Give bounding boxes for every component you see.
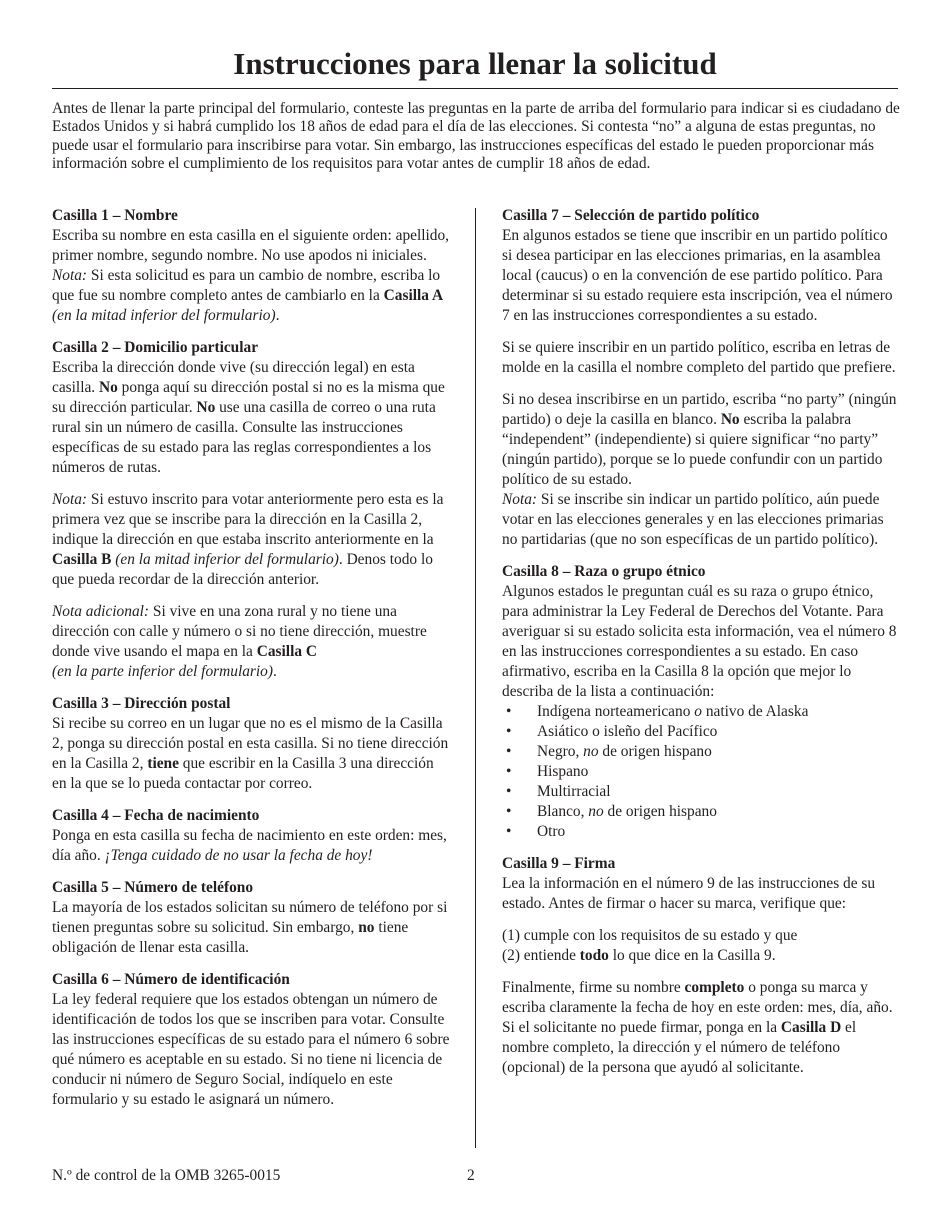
box7-p3-text-2: escriba la palabra “independent” (independiente) si quiere significar “no party” (ningún partido), porque se lo puede confundir con un partido político de su estado.: [502, 411, 883, 488]
race-item-end: de origen hispano: [598, 743, 712, 760]
box4-section: [52, 806, 452, 866]
box9-heading: Casilla 9 – Firma: [502, 855, 616, 872]
box2-text-2: ponga aquí su dirección postal si no es la misma que su dirección particular.: [52, 379, 445, 416]
page-number: 2: [467, 1167, 475, 1184]
box4-heading: Casilla 4 – Fecha de nacimiento: [52, 807, 260, 824]
box4-italic: ¡Tenga cuidado de no usar la fecha de hoy!: [104, 847, 373, 864]
box3-section: [52, 694, 452, 794]
box9-paragraph-3: [502, 978, 898, 1078]
box9-p3-text-1: Finalmente, firme su nombre: [502, 979, 685, 996]
box1-heading: Casilla 1 – Nombre: [52, 207, 178, 224]
box9-condition-1: (1) cumple con los requisitos de su estado y que: [502, 927, 798, 944]
box9-p3-bold-2: Casilla D: [780, 1019, 842, 1036]
box1-text: Escriba su nombre en esta casilla en el siguiente orden: apellido, primer nombre, segundo nombre. No use apodos ni iniciales.: [52, 227, 450, 264]
box5-section: [52, 878, 452, 958]
box2-text-3: use una casilla de correo o una ruta rural sin un número de casilla. Consulte las instrucciones específicas de su estado para las reglas correspondientes a los números de rutas.: [52, 399, 436, 476]
box8-heading: Casilla 8 – Raza o grupo étnico: [502, 563, 706, 580]
race-item-end: nativo de Alaska: [701, 703, 809, 720]
box9-p3-bold-1: completo: [684, 979, 745, 996]
box5-end: tiene obligación de llenar esta casilla.: [52, 919, 409, 956]
race-item-text: Hispano: [537, 763, 589, 780]
list-item: [502, 742, 898, 762]
box5-heading: Casilla 5 – Número de teléfono: [52, 879, 254, 896]
list-item: [502, 802, 898, 822]
race-item-italic: no: [588, 803, 604, 820]
title-rule: [52, 88, 898, 89]
intro-paragraph: Antes de llenar la parte principal del formulario, conteste las preguntas en la parte de arriba del formulario para indicar si es ciudadano de Estados Unidos y si habrá cumplido los 18 años de edad para el día de las elecciones. Si contesta “no” a alguna de estas preguntas, no puede usar el formulario para inscribirse para votar. Sin embargo, las instrucciones específicas del estado le pueden proporcionar más información sobre el cumplimiento de los requisitos para votar antes de cumplir 18 años de edad.: [52, 100, 900, 172]
box2-addl-text: Si vive en una zona rural y no tiene una dirección con calle y número o si no tiene dirección, muestre donde vive usando el mapa en la: [52, 603, 427, 660]
box2-text-1: Escriba la dirección donde vive (su dirección legal) en esta casilla.: [52, 359, 415, 396]
race-item-text: Blanco,: [537, 803, 589, 820]
box7-p3-bold: No: [720, 411, 740, 428]
box2-addl-bold: Casilla C: [256, 643, 318, 660]
box9-p3-text-3: el nombre completo, la dirección y el número de teléfono (opcional) de la persona que ayudó al solicitante.: [502, 1019, 857, 1076]
box2-addl-italic: (en la parte inferior del formulario): [52, 663, 274, 680]
box2-heading: Casilla 2 – Domicilio particular: [52, 339, 259, 356]
box7-section: [502, 206, 898, 326]
race-item-italic: o: [694, 703, 702, 720]
page-title: Instrucciones para llenar la solicitud: [233, 46, 717, 81]
race-item-italic: no: [583, 743, 599, 760]
list-item: [502, 822, 898, 842]
box2-additional-note: [52, 602, 452, 682]
box7-paragraph-1: En algunos estados se tiene que inscribir en un partido político si desea participar en las elecciones primarias, en la asamblea local (caucus) o en la convención de ese partido político. Para determinar si su estado requiere esta inscripción, vea el número 7 en las instrucciones correspondientes a su estado.: [502, 227, 893, 324]
box4-text: Ponga en esta casilla su fecha de nacimiento en este orden: mes, día año.: [52, 827, 447, 864]
box3-bold: tiene: [147, 755, 179, 772]
box2-addl-label: Nota adicional:: [52, 603, 150, 620]
box9-paragraph-1: Lea la información en el número 9 de las instrucciones de su estado. Antes de firmar o hacer su marca, verifique que:: [502, 875, 876, 912]
box9-condition-2-bold: todo: [579, 947, 609, 964]
box7-p3-text-1: Si no desea inscribirse en un partido, escriba “no party” (ningún partido) o deje la casilla en blanco.: [502, 391, 897, 428]
box1-section: [52, 206, 452, 326]
race-item-end: de origen hispano: [603, 803, 717, 820]
box1-note-end: .: [275, 307, 280, 324]
list-item: [502, 782, 898, 802]
box2-addl-end: .: [273, 663, 277, 680]
race-list: [502, 702, 898, 842]
box7-paragraph-2: Si se quiere inscribir en un partido político, escriba en letras de molde en la casilla el nombre completo del partido que prefiere.: [502, 339, 896, 376]
box6-section: [52, 970, 452, 1110]
omb-control-number: N.º de control de la OMB 3265-0015: [52, 1167, 281, 1184]
box1-note-label: Nota:: [52, 267, 88, 284]
race-item-text: Asiático o isleño del Pacífico: [537, 723, 718, 740]
right-column: [502, 206, 898, 1090]
box9-condition-2-end: lo que dice en la Casilla 9.: [608, 947, 776, 964]
box2-bold-1: No: [99, 379, 118, 396]
box9-section: [502, 854, 898, 914]
box2-note: [52, 490, 452, 590]
box9-conditions: [502, 926, 898, 966]
box8-text: Algunos estados le preguntan cuál es su raza o grupo étnico, para administrar la Ley Federal de Derechos del Votante. Para averiguar si su estado solicita esta información, vea el número 8 en las instrucciones correspondientes a su estado. En caso afirmativo, escriba en la Casilla 8 la opción que mejor lo describa de la lista a continuación:: [502, 583, 897, 700]
box2-section: [52, 338, 452, 478]
box2-note-text: Si estuvo inscrito para votar anteriormente pero esta es la primera vez que se inscribe para la dirección en la Casilla 2, indique la dirección en que estaba inscrito anteriormente en la: [52, 491, 444, 548]
box2-note-end: . Denos todo lo que pueda recordar de la dirección anterior.: [52, 551, 433, 588]
box1-note-italic: (en la mitad inferior del formulario): [52, 307, 276, 324]
list-item: [502, 702, 898, 722]
box7-note-text: Si se inscribe sin indicar un partido político, aún puede votar en las elecciones generales y en las elecciones primarias no partidarias (que no son específicas de un partido político).: [502, 491, 884, 548]
box1-note-text: Si esta solicitud es para un cambio de nombre, escriba lo que fue su nombre completo antes de cambiarlo en la: [52, 267, 441, 304]
list-item: [502, 762, 898, 782]
box6-text: La ley federal requiere que los estados obtengan un número de identificación de todos los que se inscriben para votar. Consulte las instrucciones específicas de su estado para el número 6 sobre qué número es aceptable en su estado. Si no tiene ni licencia de conducir ni número de Seguro Social, indíquelo en este formulario y su estado le asignará un número.: [52, 991, 450, 1108]
race-item-text: Multirracial: [537, 783, 611, 800]
box7-paragraph-3: [502, 390, 898, 550]
box9-condition-2-text: (2) entiende: [502, 947, 580, 964]
column-divider: [475, 208, 476, 1148]
box7-heading: Casilla 7 – Selección de partido político: [502, 207, 760, 224]
box8-section: [502, 562, 898, 702]
box7-note-label: Nota:: [502, 491, 538, 508]
box1-note-bold: Casilla A: [383, 287, 444, 304]
box5-text: La mayoría de los estados solicitan su número de teléfono por si tienen preguntas sobre su solicitud. Sin embargo,: [52, 899, 448, 936]
box3-heading: Casilla 3 – Dirección postal: [52, 695, 231, 712]
box2-bold-2: No: [196, 399, 216, 416]
race-item-text: Indígena norteamericano: [537, 703, 695, 720]
box2-note-label: Nota:: [52, 491, 88, 508]
race-item-text: Otro: [537, 823, 566, 840]
box2-note-italic: (en la mitad inferior del formulario): [111, 551, 339, 568]
box9-p3-text-2: o ponga su marca y escriba claramente la fecha de hoy en este orden: mes, día, año. Si el solicitante no puede firmar, ponga en la: [502, 979, 893, 1036]
box5-bold: no: [358, 919, 375, 936]
list-item: [502, 722, 898, 742]
left-column: [52, 206, 452, 1122]
box3-text-2: que escribir en la Casilla 3 una dirección en la que se lo pueda contactar por correo.: [52, 755, 434, 792]
race-item-text: Negro,: [537, 743, 584, 760]
box3-text-1: Si recibe su correo en un lugar que no es el mismo de la Casilla 2, ponga su dirección postal en esta casilla. Si no tiene dirección en la Casilla 2,: [52, 715, 449, 772]
box6-heading: Casilla 6 – Número de identificación: [52, 971, 290, 988]
box2-note-bold: Casilla B: [52, 551, 112, 568]
